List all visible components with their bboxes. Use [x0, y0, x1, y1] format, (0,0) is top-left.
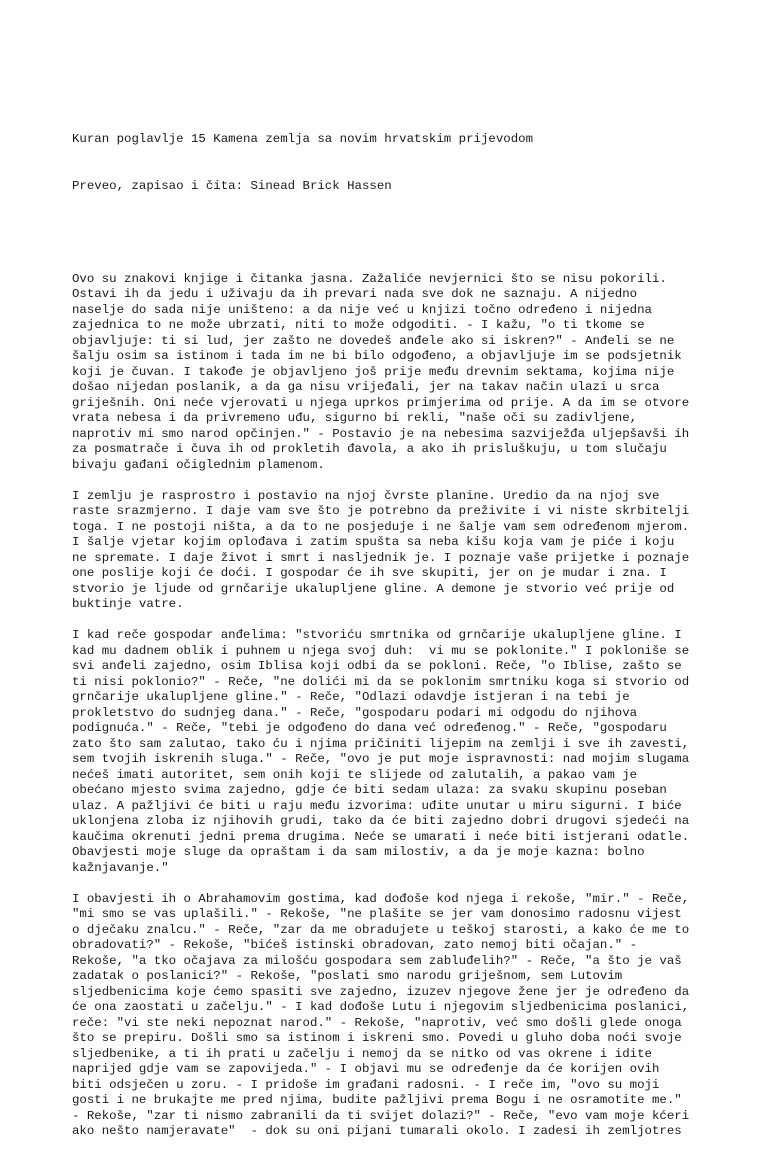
document-body	[72, 272, 704, 1140]
text-line: o dječaku znalcu." - Reče, "zar da me obradujete u teškoj starosti, a kako će me to	[72, 922, 690, 937]
text-line: buktinje vatre.	[72, 597, 184, 611]
text-line: griješnih. Oni neće vjerovati u njega uprkos primjerima od prije. A da im se otvore	[72, 395, 690, 410]
text-line: stvorio je ljude od grnčarije ukalupljene gline. A demone je stvorio već prije od	[72, 581, 675, 596]
text-line: ulaz. A pažljivi će biti u raju među izvorima: uđite unutar u miru sigurni. I biće	[72, 798, 682, 813]
text-line: podignuća." - Reče, "tebi je odgođeno do dana već određenog." - Reče, "gospodaru	[72, 721, 667, 735]
paragraph	[72, 628, 704, 876]
text-line: Rekoše, "a tko očajava za milošću gospodara sem zabluđelih?" - Reče, "a što je vaš	[72, 953, 682, 968]
text-line: obećano mjesto svima zajedno, gdje će biti sedam ulaza: za svaku skupinu poseban	[72, 783, 667, 797]
text-line: raste srazmjerno. I daje vam sve što je potrebno da preživite i vi niste skrbitelji	[72, 504, 690, 518]
text-line: kažnjavanje."	[72, 860, 169, 875]
text-line: bivaju gađani očiglednim plamenom.	[72, 457, 325, 472]
text-line: ti nisi poklonio?" - Reče, "ne dolići mi da se poklonim smrtniku koga si stvorio od	[72, 674, 690, 689]
text-line: objavljuje: ti si lud, jer zašto ne dovedeš anđele ako si iskren?" - Anđeli se ne	[72, 333, 675, 348]
text-line: koji je čuvan. I takođe je objavljeno još prije među drevnim sektama, kojima nije	[72, 364, 675, 379]
text-line: prokletstvo do sudnjeg dana." - Reče, "gospodaru podari mi odgodu do njihova	[72, 705, 638, 720]
text-line: ne spremate. I daje život i smrt i nasljednik je. I poznaje vaše prijetke i poznaje	[72, 550, 690, 565]
text-line: uklonjena zloba iz njihovih grudi, tako da će biti zajedno dobri drugovi sjedeći na	[72, 814, 690, 828]
text-line: obradovati?" - Rekoše, "bićeš istinski obradovan, zato nemoj biti očajan." -	[72, 938, 638, 952]
text-line: reče: "vi ste neki nepoznat narod." - Rekoše, "naprotiv, već smo došli glede onoga	[72, 1015, 682, 1030]
text-line: biti odsječen u zoru. - I pridoše im građani radosni. - I reče im, "ovo su moji	[72, 1077, 660, 1092]
text-line: one poslije koji će doći. I gospodar će ih sve skupiti, jer on je mudar i zna. I	[72, 566, 667, 580]
paragraph	[72, 892, 704, 1140]
text-line: kaučima okrenuti jedni prema drugima. Neće se umarati i neće biti istjerani odatle.	[72, 829, 690, 844]
text-line: za posmatrače i čuva ih od prokletih đavola, a ako ih prisluškuju, u tom slučaju	[72, 442, 667, 456]
text-line: Obavjesti moje sluge da opraštam i da sam milostiv, a da je moje kazna: bolno	[72, 845, 645, 859]
text-line: naselje do sada nije uništeno: a da nije već u knjizi točno određeno i nijedna	[72, 302, 652, 317]
text-line: I zemlju je rasprostro i postavio na njoj čvrste planine. Uredio da na njoj sve	[72, 488, 660, 503]
paragraph	[72, 272, 704, 474]
text-line: zadatak o poslanici?" - Rekoše, "poslati smo narodu griješnom, sem Lutovim	[72, 969, 623, 983]
document-title: Kuran poglavlje 15 Kamena zemlja sa novim hrvatskim prijevodom	[72, 132, 534, 146]
text-line: što se prepiru. Došli smo sa istinom i iskreni smo. Povedi u gluho doba noći svoje	[72, 1031, 682, 1045]
text-line: naprotiv mi smo narod opčinjen." - Postavio je na nebesima sazviježđa uljepšavši ih	[72, 426, 690, 441]
text-line: ako nešto namjeravate" - dok su oni pijani tumarali okolo. I zadesi ih zemljotres	[72, 1124, 682, 1138]
paragraph	[72, 489, 704, 613]
text-line: zajednica to ne može ubrzati, niti to može odgoditi. - I kažu, "o ti tkome se	[72, 318, 645, 332]
text-line: I kad reče gospodar anđelima: "stvoriću smrtnika od grnčarije ukalupljene gline. I	[72, 628, 682, 642]
text-line: Ovo su znakovi knjige i čitanka jasna. Zažaliće nevjernici što se nisu pokorili.	[72, 271, 667, 286]
document-header	[72, 101, 704, 225]
text-line: došao nijedan poslanik, a da ga nisu vrijeđali, jer na takav način ulazi u srca	[72, 380, 660, 394]
text-line: će ona zaostati u začelju." - I kad dođoše Lutu i njegovim sljedbenicima poslanici,	[72, 1000, 690, 1014]
text-line: naprijed gdje vam se zapovijeda." - I objavi mu se određenje da će korijen ovih	[72, 1062, 660, 1076]
text-line: nećeš imati autoritet, sem onih koji te slijede od zalutalih, a pakao vam je	[72, 767, 638, 782]
text-line: "mi smo se vas uplašili." - Rekoše, "ne plašite se jer vam donosimo radosnu vijest	[72, 907, 682, 921]
text-line: - Rekoše, "zar ti nismo zabranili da ti svijet dolazi?" - Reče, "evo vam moje kćeri	[72, 1108, 690, 1123]
text-line: I obavjesti ih o Abrahamovim gostima, kad dođoše kod njega i rekoše, "mir." - Reče,	[72, 891, 690, 906]
text-line: svi anđeli zajedno, osim Iblisa koji odbi da se pokloni. Reče, "o Iblise, zašto se	[72, 659, 682, 673]
text-line: sljedbenike, a ti ih prati u začelju i nemoj da se nitko od vas okrene i idite	[72, 1046, 652, 1061]
text-line: vrata nebesa i da privremeno uđu, sigurno bi rekli, "naše oči su zadivljene,	[72, 411, 638, 425]
text-line: I šalje vjetar kojim oplođava i zatim spušta sa neba kišu koja vam je piće i koju	[72, 535, 675, 549]
document-page	[72, 70, 704, 1155]
text-line: grnčarije ukalupljene gline." - Reče, "Odlazi odavdje istjeran i na tebi je	[72, 690, 630, 704]
text-line: gosti i ne brukajte me pred njima, budite pažljivi prema Bogu i ne osramotite me."	[72, 1093, 682, 1107]
text-line: zato što sam zalutao, tako ću i njima pričiniti lijepim na zemlji i sve ih zavesti,	[72, 736, 690, 751]
text-line: sljedbenicima koje ćemo spasiti sve zajedno, izuzev njegove žene jer je određeno da	[72, 984, 690, 999]
document-credits: Preveo, zapisao i čita: Sinead Brick Hassen	[72, 178, 392, 193]
text-line: toga. I ne postoji ništa, a da to ne posjeduje i ne šalje vam sem određenom mjerom.	[72, 519, 690, 534]
text-line: Ostavi ih da jedu i uživaju da ih prevari nada sve dok ne saznaju. A nijedno	[72, 287, 638, 301]
text-line: sem tvojih iskrenih sluga." - Reče, "ovo je put moje ispravnosti: nad mojim slugama	[72, 752, 690, 766]
text-line: kad mu dadnem oblik i puhnem u njega svoj duh: vi mu se poklonite." I pokloniše se	[72, 643, 690, 658]
text-line: šalju osim sa istinom i tada im ne bi bilo odgođeno, a objavljuje im se podsjetnik	[72, 349, 682, 363]
